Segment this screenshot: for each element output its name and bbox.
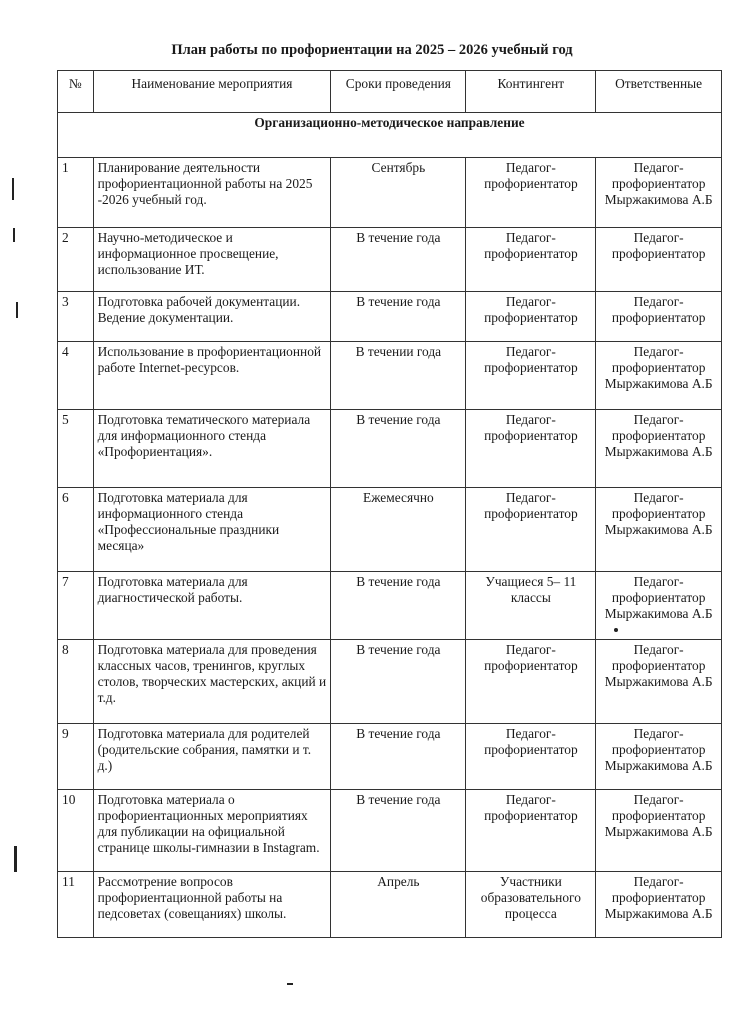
row-number: 8 — [58, 640, 94, 724]
row-event-name: Подготовка материала для проведения классных часов, тренингов, круглых столов, творческих мастерских, акций и т.д. — [93, 640, 331, 724]
row-event-name: Подготовка материала для информационного стенда «Профессиональные праздники месяца» — [93, 488, 331, 572]
scan-mark — [614, 628, 618, 632]
row-contingent: Педагог-профориентатор — [466, 790, 596, 872]
row-number: 2 — [58, 228, 94, 292]
scan-mark — [287, 983, 293, 985]
table-row — [58, 488, 722, 572]
row-contingent: Педагог-профориентатор — [466, 292, 596, 342]
row-responsible: Педагог-профориентатор — [596, 228, 722, 292]
table-row — [58, 872, 722, 938]
table-row — [58, 342, 722, 410]
row-contingent: Педагог-профориентатор — [466, 410, 596, 488]
row-responsible: Педагог-профориентатор Мыржакимова А.Б — [596, 872, 722, 938]
row-responsible: Педагог-профориентатор — [596, 292, 722, 342]
table-row — [58, 790, 722, 872]
row-event-name: Использование в профориентационной работе Internet-ресурсов. — [93, 342, 331, 410]
row-number: 10 — [58, 790, 94, 872]
row-responsible: Педагог-профориентатор Мыржакимова А.Б — [596, 158, 722, 228]
row-responsible: Педагог-профориентатор Мыржакимова А.Б — [596, 342, 722, 410]
row-event-name: Подготовка тематического материала для информационного стенда «Профориентация». — [93, 410, 331, 488]
section-row — [58, 113, 722, 158]
table-row — [58, 292, 722, 342]
row-event-name: Подготовка материала о профориентационных мероприятиях для публикации на официальной странице школы-гимназии в Instagram. — [93, 790, 331, 872]
scan-mark — [13, 228, 15, 242]
table-row — [58, 158, 722, 228]
row-dates: В течение года — [331, 572, 466, 640]
row-number: 11 — [58, 872, 94, 938]
row-event-name: Подготовка материала для диагностической работы. — [93, 572, 331, 640]
page-title: План работы по профориентации на 2025 – 2026 учебный год — [171, 42, 573, 58]
header-dates: Сроки проведения — [331, 71, 466, 113]
row-number: 7 — [58, 572, 94, 640]
row-event-name: Подготовка рабочей документации. Ведение документации. — [93, 292, 331, 342]
row-responsible: Педагог-профориентатор Мыржакимова А.Б — [596, 790, 722, 872]
row-dates: В течение года — [331, 790, 466, 872]
row-contingent: Учащиеся 5– 11 классы — [466, 572, 596, 640]
row-dates: В течение года — [331, 410, 466, 488]
table-row — [58, 572, 722, 640]
row-contingent: Педагог-профориентатор — [466, 342, 596, 410]
row-event-name: Планирование деятельности профориентационной работы на 2025 -2026 учебный год. — [93, 158, 331, 228]
row-number: 3 — [58, 292, 94, 342]
scan-mark — [12, 178, 14, 200]
row-dates: В течение года — [331, 640, 466, 724]
section-title: Организационно-методическое направление — [58, 113, 722, 158]
table-row — [58, 640, 722, 724]
row-number: 6 — [58, 488, 94, 572]
header-number: № — [58, 71, 94, 113]
row-responsible: Педагог-профориентатор Мыржакимова А.Б — [596, 724, 722, 790]
row-event-name: Подготовка материала для родителей (родительские собрания, памятки и т. д.) — [93, 724, 331, 790]
row-number: 4 — [58, 342, 94, 410]
table-row — [58, 410, 722, 488]
row-responsible: Педагог-профориентатор Мыржакимова А.Б — [596, 488, 722, 572]
row-number: 9 — [58, 724, 94, 790]
scan-mark — [14, 846, 17, 872]
row-contingent: Педагог-профориентатор — [466, 228, 596, 292]
row-contingent: Участники образовательного процесса — [466, 872, 596, 938]
table-row — [58, 228, 722, 292]
row-dates: Ежемесячно — [331, 488, 466, 572]
scan-mark — [16, 302, 18, 318]
row-dates: Апрель — [331, 872, 466, 938]
plan-table — [57, 70, 722, 938]
row-dates: В течении года — [331, 342, 466, 410]
row-contingent: Педагог-профориентатор — [466, 640, 596, 724]
table-header-row — [58, 71, 722, 113]
row-event-name: Научно-методическое и информационное просвещение, использование ИТ. — [93, 228, 331, 292]
table-row — [58, 724, 722, 790]
row-number: 1 — [58, 158, 94, 228]
row-contingent: Педагог-профориентатор — [466, 724, 596, 790]
row-dates: В течение года — [331, 292, 466, 342]
row-event-name: Рассмотрение вопросов профориентационной работы на педсоветах (совещаниях) школы. — [93, 872, 331, 938]
row-responsible: Педагог-профориентатор Мыржакимова А.Б — [596, 410, 722, 488]
row-dates: В течение года — [331, 228, 466, 292]
row-responsible: Педагог-профориентатор Мыржакимова А.Б — [596, 572, 722, 640]
header-event-name: Наименование мероприятия — [93, 71, 331, 113]
header-responsible: Ответственные — [596, 71, 722, 113]
header-contingent: Контингент — [466, 71, 596, 113]
row-contingent: Педагог-профориентатор — [466, 158, 596, 228]
row-contingent: Педагог-профориентатор — [466, 488, 596, 572]
row-dates: Сентябрь — [331, 158, 466, 228]
row-responsible: Педагог-профориентатор Мыржакимова А.Б — [596, 640, 722, 724]
row-number: 5 — [58, 410, 94, 488]
row-dates: В течение года — [331, 724, 466, 790]
